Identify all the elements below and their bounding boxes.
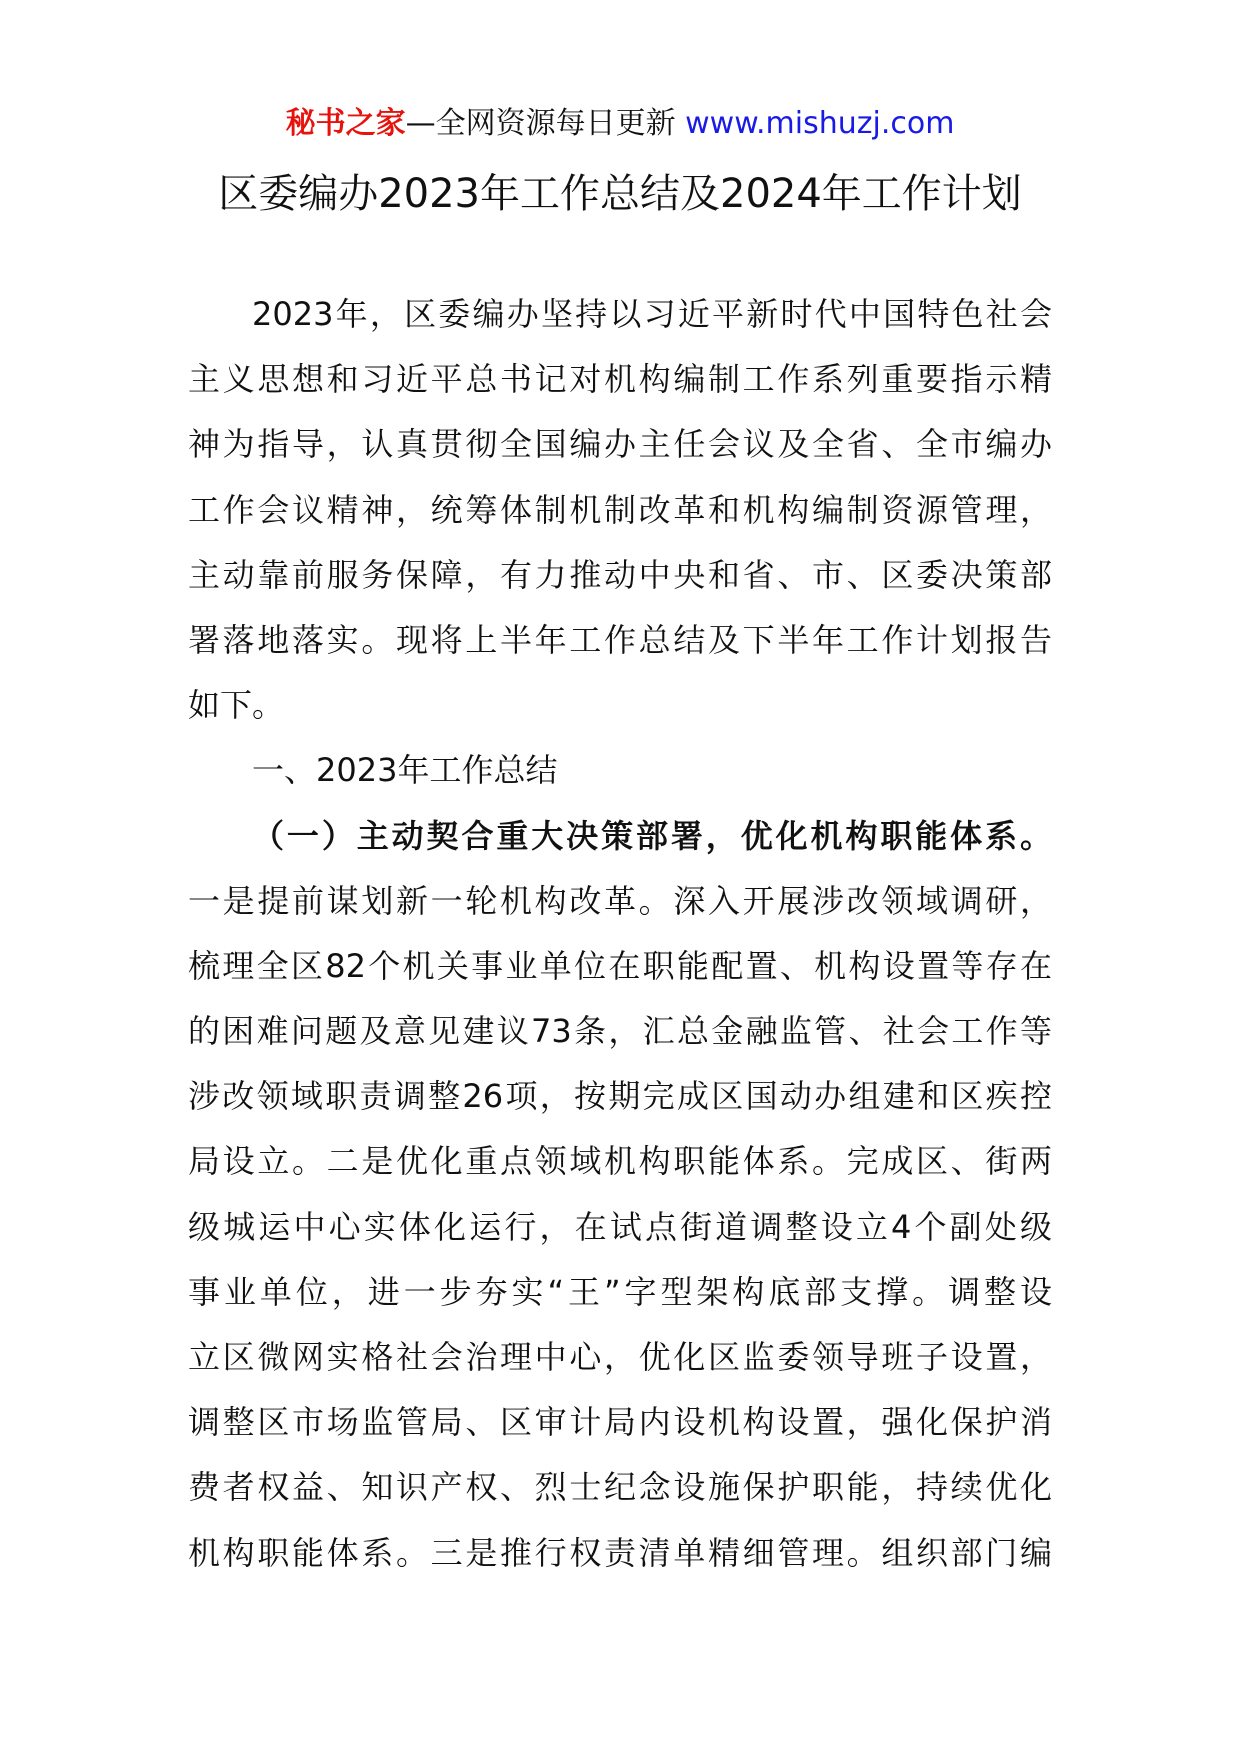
paragraph-line: 立区微网实格社会治理中心，优化区监委领导班子设置， xyxy=(188,1338,1052,1376)
paragraph-line: 事业单位，进一步夯实“王”字型架构底部支撑。调整设 xyxy=(188,1272,1052,1311)
paragraph-line: 一是提前谋划新一轮机构改革。深入开展涉改领域调研， xyxy=(188,881,1052,920)
paragraph-line: 主动靠前服务保障，有力推动中央和省、市、区委决策部 xyxy=(188,555,1052,594)
paragraph-line: 梳理全区82个机关事业单位在职能配置、机构设置等存在 xyxy=(188,946,1052,985)
document-title: 区委编办2023年工作总结及2024年工作计划 xyxy=(218,171,1022,217)
document-body xyxy=(188,294,1052,1598)
paragraph-line: 调整区市场监管局、区审计局内设机构设置，强化保护消 xyxy=(188,1403,1052,1442)
paragraph-line: 的困难问题及意见建议73条，汇总金融监管、社会工作等 xyxy=(188,1012,1052,1051)
paragraph-line: 费者权益、知识产权、烈士纪念设施保护职能，持续优化 xyxy=(188,1468,1052,1507)
paragraph-line: 级城运中心实体化运行，在试点街道调整设立4个副处级 xyxy=(188,1207,1052,1246)
brand-name: 秘书之家 xyxy=(285,106,406,141)
paragraph-line: 机构职能体系。三是推行权责清单精细管理。组织部门编 xyxy=(188,1533,1052,1572)
site-url-link[interactable]: www.mishuzj.com xyxy=(685,106,955,141)
paragraph-line: 如下。 xyxy=(188,686,285,725)
header-tagline: —全网资源每日更新 xyxy=(405,106,686,141)
section-heading: 一、2023年工作总结 xyxy=(252,751,558,790)
paragraph-line: 工作会议精神，统筹体制机制改革和机构编制资源管理， xyxy=(188,490,1052,529)
site-header xyxy=(0,104,1240,144)
paragraph-line: 涉改领域职责调整26项，按期完成区国动办组建和区疾控 xyxy=(188,1077,1052,1116)
subsection-heading: （一）主动契合重大决策部署，优化机构职能体系。 xyxy=(252,816,1052,855)
paragraph-line: 署落地落实。现将上半年工作总结及下半年工作计划报告 xyxy=(188,620,1052,659)
paragraph-line: 局设立。二是优化重点领域机构职能体系。完成区、街两 xyxy=(188,1142,1052,1181)
paragraph-line: 2023年，区委编办坚持以习近平新时代中国特色社会 xyxy=(252,295,1052,333)
paragraph-line: 神为指导，认真贯彻全国编办主任会议及全省、全市编办 xyxy=(188,425,1052,464)
paragraph-line: 主义思想和习近平总书记对机构编制工作系列重要指示精 xyxy=(188,360,1052,399)
